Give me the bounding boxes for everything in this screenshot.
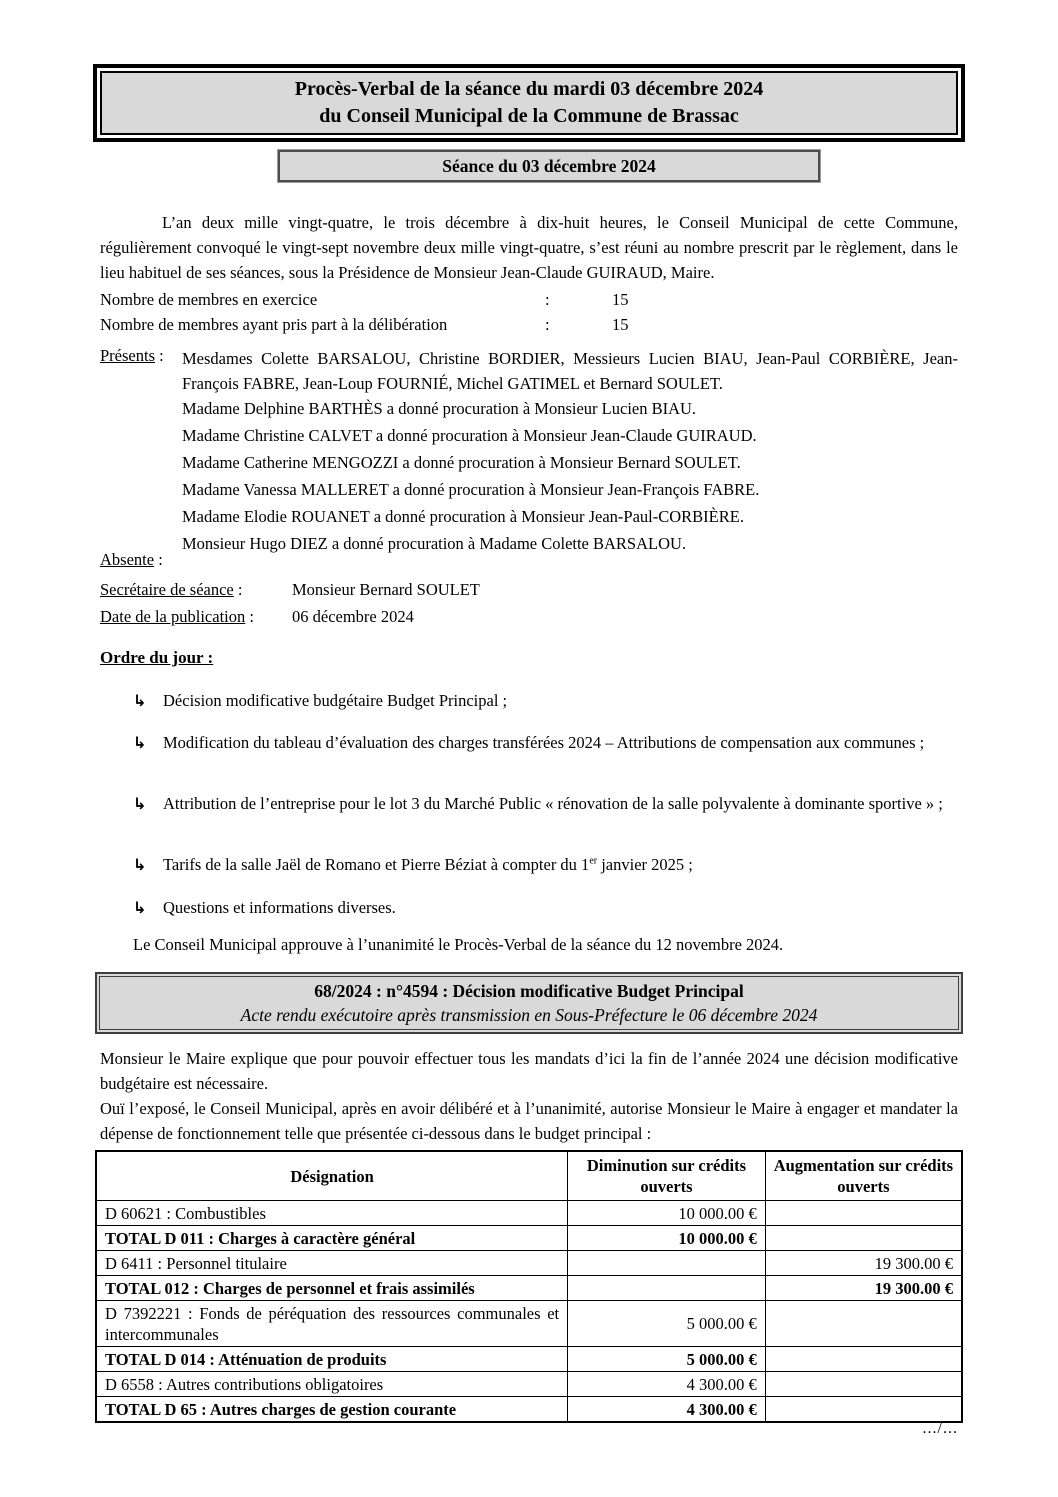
document-title-line1: Procès-Verbal de la séance du mardi 03 décembre 2024	[294, 78, 764, 100]
secretary-label-text: Secrétaire de séance	[100, 580, 234, 599]
table-row-total	[96, 1397, 962, 1423]
colon-separator: :	[249, 607, 254, 626]
arrow-bullet-icon: ↳	[133, 898, 147, 917]
agenda-item-text-pre: Questions et informations diverses.	[163, 898, 396, 917]
deliberation-box	[95, 972, 963, 1034]
deliberation-paragraph-2: Ouï l’exposé, le Conseil Municipal, après en avoir délibéré et à l’unanimité, autorise Monsieur le Maire à engager et mandater la dépense de fonctionnement telle que présentée ci-dessous dans le budget principal :	[100, 1099, 958, 1143]
cell-diminution: 10 000.00 €	[568, 1201, 766, 1226]
procuration-line: Madame Catherine MENGOZZI a donné procuration à Monsieur Bernard SOULET.	[182, 453, 741, 472]
publication-date-label-text: Date de la publication	[100, 607, 246, 626]
agenda-item-text	[163, 894, 958, 921]
colon-separator: :	[159, 346, 164, 365]
colon-separator: :	[237, 580, 243, 599]
agenda-item-text-pre: Modification du tableau d’évaluation des charges transférées 2024 – Attributions de compensation aux communes ;	[163, 733, 925, 752]
page-continuation-mark: .../...	[922, 1420, 958, 1437]
cell-designation: TOTAL D 014 : Atténuation de produits	[96, 1347, 568, 1372]
table-row	[96, 1251, 962, 1276]
cell-augmentation	[765, 1347, 962, 1372]
deliberation-text-section	[100, 1046, 958, 1146]
cell-augmentation	[765, 1201, 962, 1226]
table-row-total	[96, 1226, 962, 1251]
agenda-item-text-post: janvier 2025 ;	[597, 855, 693, 874]
deliberation-subtitle: Acte rendu exécutoire après transmission en Sous-Préfecture le 06 décembre 2024	[240, 1005, 818, 1025]
agenda-item-text	[163, 851, 958, 878]
deliberation-paragraph-1: Monsieur le Maire explique que pour pouvoir effectuer tous les mandats d’ici la fin de l’année 2024 une décision modificative budgétaire est nécessaire.	[100, 1049, 958, 1093]
intro-paragraph: L’an deux mille vingt-quatre, le trois décembre à dix-huit heures, le Conseil Municipal de cette Commune, régulièrement convoqué le vingt-sept novembre deux mille vingt-quatre, s’est réuni au nombre prescrit par le règlement, dans le lieu habituel de ses séances, sous la Présidence de Monsieur Jean-Claude GUIRAUD, Maire.	[100, 213, 958, 282]
presents-label-text: Présents	[100, 346, 155, 365]
agenda-item-text	[163, 729, 958, 756]
agenda-item-text-pre: Tarifs de la salle Jaël de Romano et Pierre Béziat à compter du 1	[163, 855, 590, 874]
publication-date-label	[100, 604, 292, 629]
agenda-item-text	[163, 790, 958, 817]
arrow-bullet-icon: ↳	[133, 794, 147, 813]
arrow-bullet-icon: ↳	[133, 691, 147, 710]
members-in-office-row	[100, 287, 958, 312]
agenda-item-text-pre: Attribution de l’entreprise pour le lot 3 du Marché Public « rénovation de la salle polyvalente à dominante sportive » ;	[163, 794, 943, 813]
arrow-bullet-icon: ↳	[133, 733, 147, 752]
members-in-office-label: Nombre de membres en exercice	[100, 290, 318, 309]
members-count-section	[100, 287, 958, 337]
agenda-item-text-sup: er	[589, 855, 598, 867]
cell-augmentation: 19 300.00 €	[765, 1276, 962, 1301]
cell-diminution: 5 000.00 €	[568, 1301, 766, 1347]
cell-diminution	[568, 1251, 766, 1276]
cell-diminution: 4 300.00 €	[568, 1372, 766, 1397]
approval-note-section	[100, 932, 958, 957]
agenda-item-3	[100, 790, 958, 817]
absent-label: Absente	[100, 550, 155, 569]
cell-augmentation: 19 300.00 €	[765, 1251, 962, 1276]
cell-diminution: 4 300.00 €	[568, 1397, 766, 1423]
presents-section	[100, 346, 958, 396]
session-banner: Séance du 03 décembre 2024	[278, 150, 820, 182]
procuration-line: Madame Elodie ROUANET a donné procuration à Monsieur Jean-Paul-CORBIÈRE.	[182, 507, 744, 526]
agenda-item-1	[100, 687, 958, 714]
publication-date-row	[100, 604, 958, 629]
deliberation-box-inner	[99, 976, 959, 1030]
agenda-item-text	[163, 687, 958, 714]
agenda-item-text-pre: Décision modificative budgétaire Budget Principal ;	[163, 691, 508, 710]
secretary-label	[100, 577, 292, 602]
header-designation: Désignation	[96, 1151, 568, 1201]
budget-table	[95, 1150, 963, 1423]
absent-row	[100, 550, 958, 570]
cell-designation: D 60621 : Combustibles	[96, 1201, 568, 1226]
cell-diminution: 10 000.00 €	[568, 1226, 766, 1251]
cell-augmentation	[765, 1372, 962, 1397]
budget-table-section	[95, 1150, 963, 1423]
presents-text: Mesdames Colette BARSALOU, Christine BORDIER, Messieurs Lucien BIAU, Jean-Paul CORBIÈRE, Jean-François FABRE, Jean-Loup FOURNIÉ, Michel GATIMEL et Bernard SOULET.	[182, 349, 958, 393]
cell-designation: D 6411 : Personnel titulaire	[96, 1251, 568, 1276]
cell-augmentation	[765, 1397, 962, 1423]
arrow-bullet-icon: ↳	[133, 855, 147, 874]
cell-diminution: 5 000.00 €	[568, 1347, 766, 1372]
cell-designation: TOTAL D 011 : Charges à caractère général	[96, 1226, 568, 1251]
header-augmentation: Augmentation sur crédits ouverts	[765, 1151, 962, 1201]
members-deliberation-label: Nombre de membres ayant pris part à la délibération	[100, 315, 448, 334]
publication-date-value: 06 décembre 2024	[292, 607, 414, 626]
document-title-line2: du Conseil Municipal de la Commune de Brassac	[319, 105, 739, 127]
secretary-value: Monsieur Bernard SOULET	[292, 580, 480, 599]
members-in-office-value: 15	[612, 290, 629, 309]
cell-designation: TOTAL D 65 : Autres charges de gestion courante	[96, 1397, 568, 1423]
agenda-item-5	[100, 894, 958, 921]
header-diminution: Diminution sur crédits ouverts	[568, 1151, 766, 1201]
table-row	[96, 1372, 962, 1397]
table-row	[96, 1201, 962, 1226]
title-box-inner	[100, 71, 958, 135]
agenda-heading	[100, 645, 958, 670]
procuration-line: Madame Delphine BARTHÈS a donné procuration à Monsieur Lucien BIAU.	[182, 399, 697, 418]
agenda-heading-text: Ordre du jour :	[100, 648, 214, 667]
members-deliberation-row	[100, 312, 958, 337]
presents-label	[100, 346, 182, 396]
deliberation-title: 68/2024 : n°4594 : Décision modificative Budget Principal	[314, 981, 744, 1001]
cell-designation: D 6558 : Autres contributions obligatoires	[96, 1372, 568, 1397]
cell-designation: TOTAL 012 : Charges de personnel et frais assimilés	[96, 1276, 568, 1301]
procuration-line: Madame Christine CALVET a donné procuration à Monsieur Jean-Claude GUIRAUD.	[182, 426, 757, 445]
cell-augmentation	[765, 1226, 962, 1251]
budget-table-header-row	[96, 1151, 962, 1201]
agenda-item-4	[100, 851, 958, 878]
colon-separator: :	[545, 315, 550, 334]
procuration-line: Madame Vanessa MALLERET a donné procuration à Monsieur Jean-François FABRE.	[182, 480, 760, 499]
cell-augmentation	[765, 1301, 962, 1347]
members-deliberation-value: 15	[612, 315, 629, 334]
approval-note: Le Conseil Municipal approuve à l’unanimité le Procès-Verbal de la séance du 12 novembre 2024.	[133, 935, 784, 954]
agenda-item-2	[100, 729, 958, 756]
procuration-line: Monsieur Hugo DIEZ a donné procuration à Madame Colette BARSALOU.	[182, 534, 687, 553]
colon-separator: :	[545, 290, 550, 309]
colon-separator: :	[158, 550, 163, 569]
title-box	[93, 64, 965, 142]
secretary-row	[100, 577, 958, 602]
cell-diminution	[568, 1276, 766, 1301]
table-row-total	[96, 1276, 962, 1301]
cell-designation: D 7392221 : Fonds de péréquation des ressources communales et intercommunales	[96, 1301, 568, 1347]
table-row-total	[96, 1347, 962, 1372]
procurations-section	[100, 395, 958, 557]
intro-section	[100, 210, 958, 285]
table-row	[96, 1301, 962, 1347]
